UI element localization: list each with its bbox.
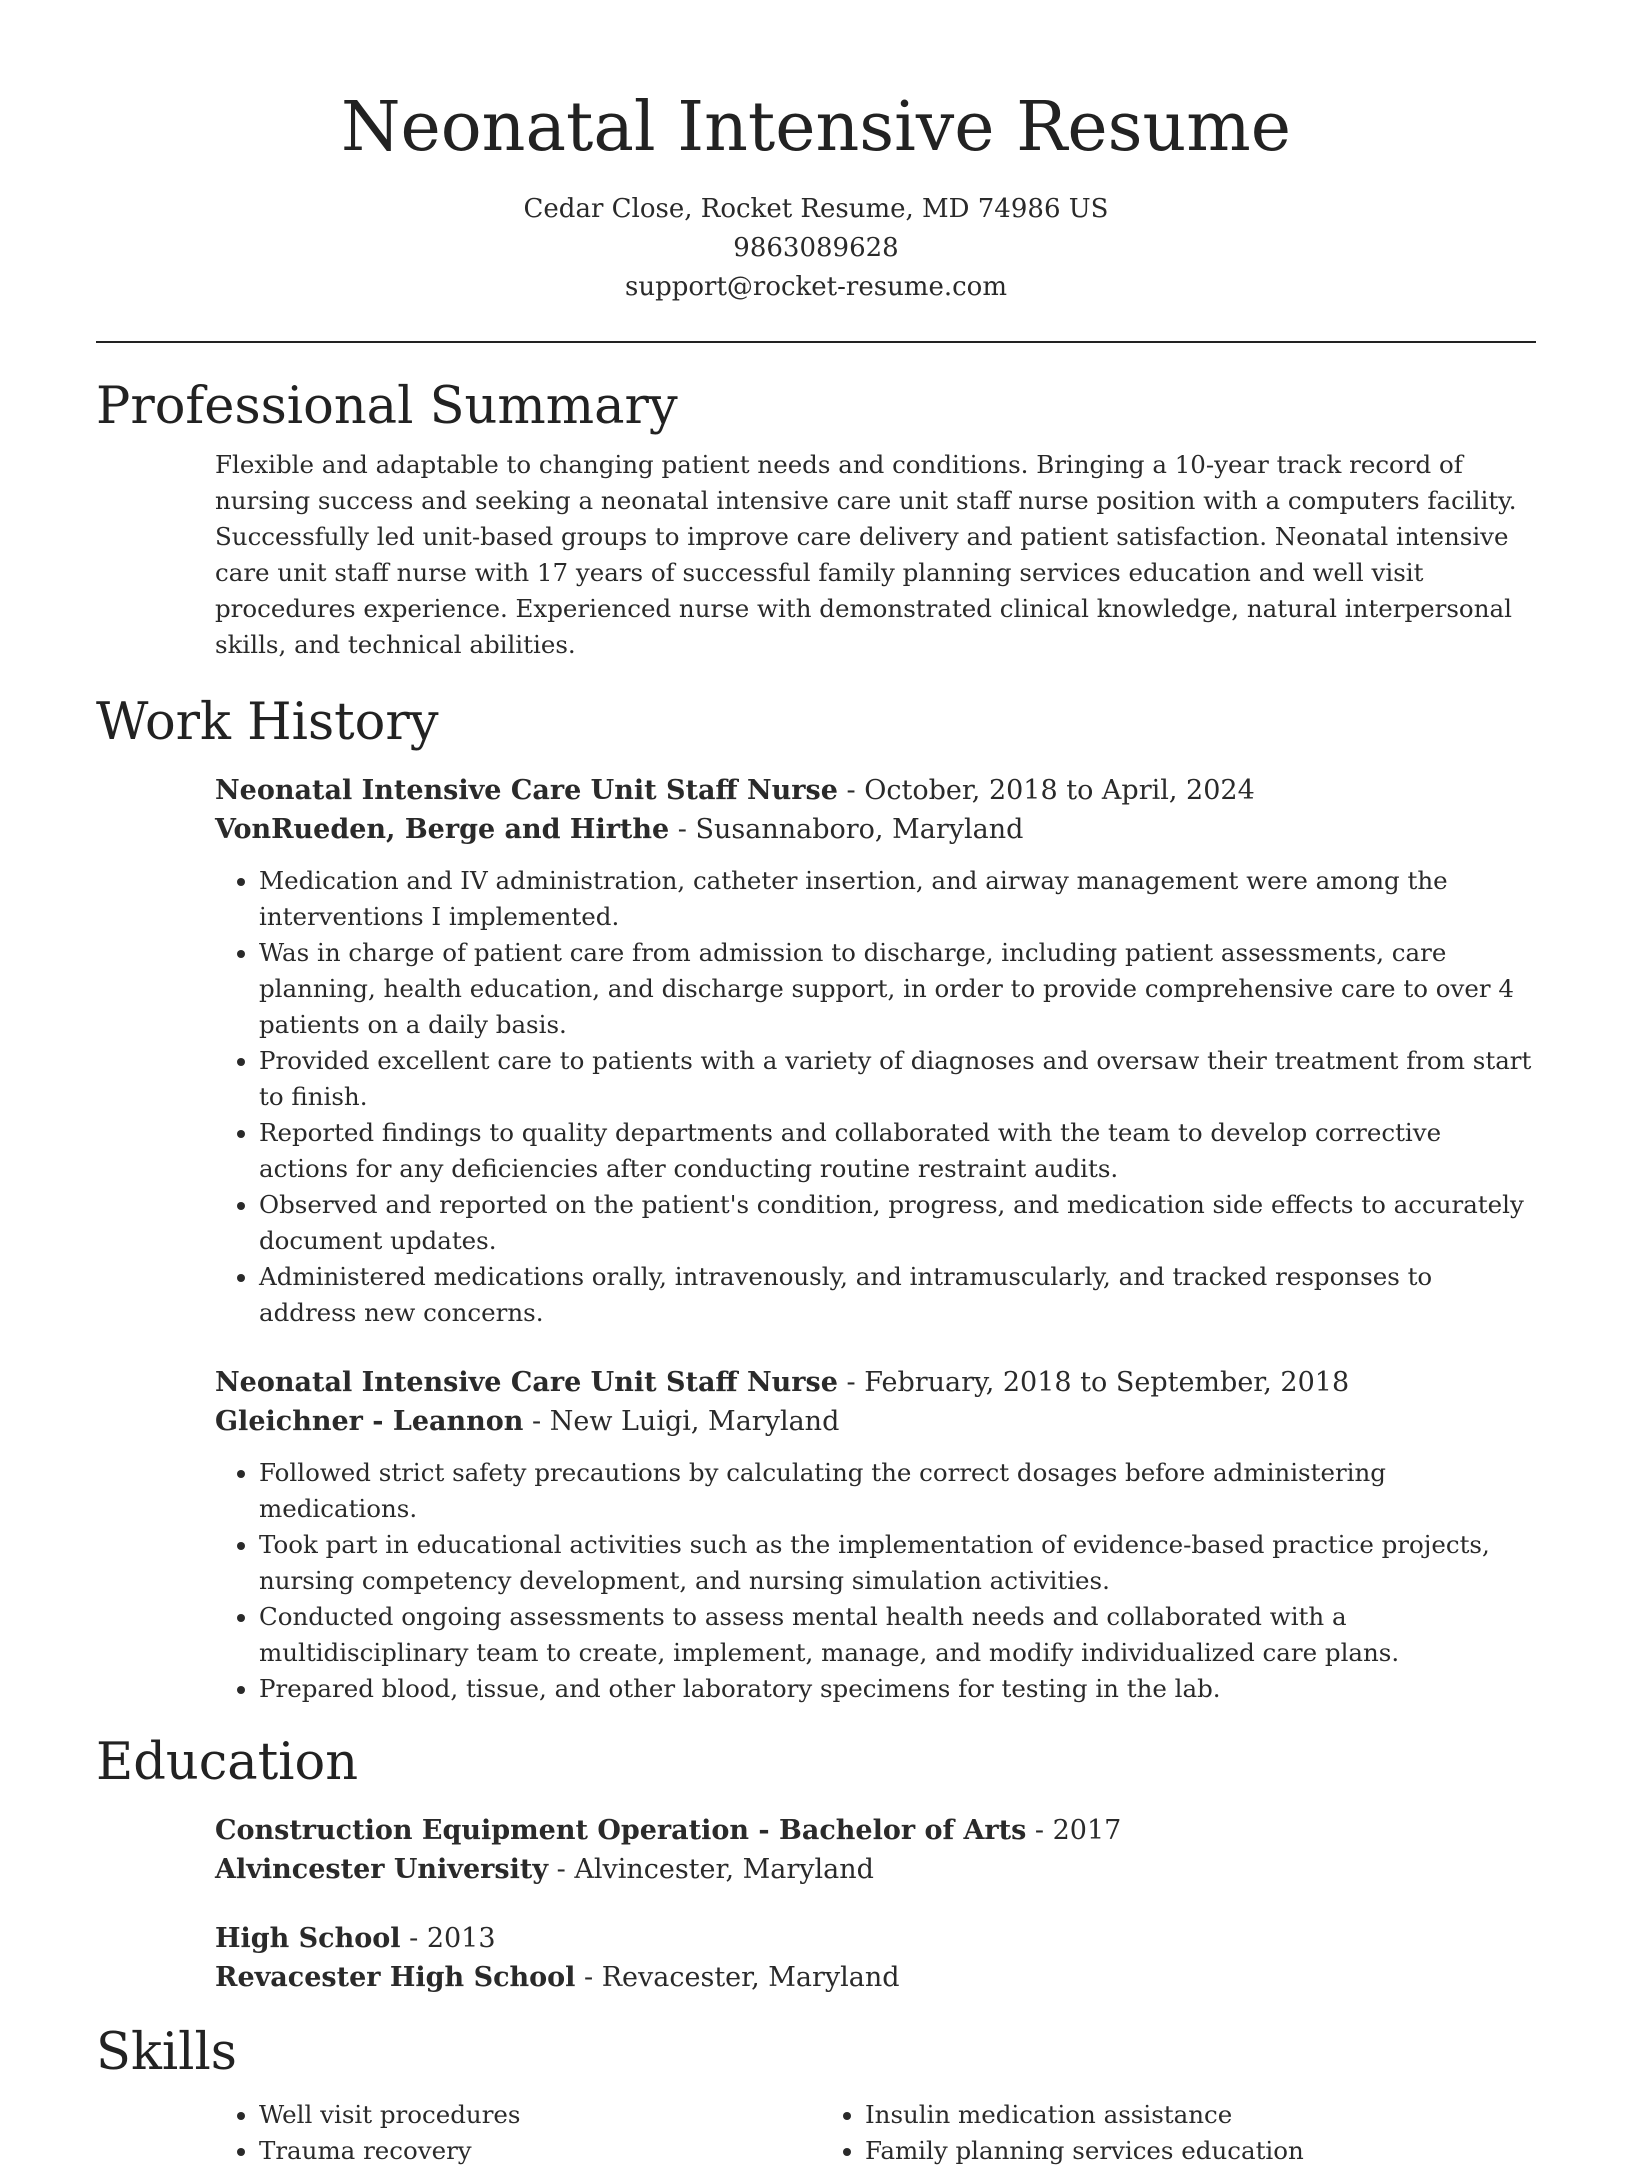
contact-phone: 9863089628 bbox=[733, 233, 899, 263]
skills-list bbox=[215, 2097, 1536, 2169]
resume-title: Neonatal Intensive Resume bbox=[340, 88, 1292, 167]
list-item: • Took part in educational activities such as the implementation of evidence-based practice projects, nursing competency development, and nursing simulation activities. bbox=[259, 1527, 1536, 1599]
job-dates: - February, 2018 to September, 2018 bbox=[837, 1367, 1350, 1398]
list-item: • Medication and IV administration, catheter insertion, and airway management were among the interventions I implemented. bbox=[259, 863, 1536, 935]
work-history-heading: Work History bbox=[96, 693, 439, 752]
skill-item: • Family planning services education bbox=[865, 2133, 1521, 2169]
contact-address: Cedar Close, Rocket Resume, MD 74986 US bbox=[523, 194, 1109, 224]
job-company-line bbox=[215, 810, 1536, 849]
education-entry bbox=[215, 1811, 1536, 1889]
list-item: • Was in charge of patient care from admission to discharge, including patient assessments, care planning, health education, and discharge support, in order to provide comprehensive care to over 4 patients on a daily basis. bbox=[259, 935, 1536, 1043]
resume-page bbox=[96, 0, 1536, 2169]
education-year: - 2017 bbox=[1026, 1815, 1122, 1846]
education-school: Alvincester University bbox=[215, 1854, 549, 1885]
contact-email: support@rocket-resume.com bbox=[624, 272, 1007, 302]
work-history-section bbox=[96, 693, 1536, 1707]
contact-info bbox=[96, 190, 1536, 307]
job-title: Neonatal Intensive Care Unit Staff Nurse bbox=[215, 1367, 838, 1398]
list-item: • Conducted ongoing assessments to assess mental health needs and collaborated with a multidisciplinary team to create, implement, manage, and modify individualized care plans. bbox=[259, 1599, 1536, 1671]
skill-item: • Insulin medication assistance bbox=[865, 2097, 1521, 2133]
education-section bbox=[96, 1733, 1536, 1997]
job-company-line bbox=[215, 1402, 1536, 1441]
list-item: • Provided excellent care to patients with a variety of diagnoses and oversaw their treatment from start to finish. bbox=[259, 1043, 1536, 1115]
education-school-line bbox=[215, 1850, 1536, 1889]
list-item: • Followed strict safety precautions by calculating the correct dosages before administering medications. bbox=[259, 1455, 1536, 1527]
list-item: • Prepared blood, tissue, and other laboratory specimens for testing in the lab. bbox=[259, 1671, 1536, 1707]
summary-section bbox=[96, 377, 1536, 663]
education-year: - 2013 bbox=[400, 1923, 496, 1954]
job-location: - Susannaboro, Maryland bbox=[669, 814, 1024, 845]
job-bullets bbox=[215, 863, 1536, 1331]
job-dates: - October, 2018 to April, 2024 bbox=[837, 775, 1255, 806]
job-company: VonRueden, Berge and Hirthe bbox=[215, 814, 670, 845]
header-divider bbox=[96, 341, 1536, 343]
summary-text: Flexible and adaptable to changing patient needs and conditions. Bringing a 10-year track record of nursing success and seeking a neonatal intensive care unit staff nurse position with a computers facility. Successfully led unit-based groups to improve care delivery and patient satisfaction. Neonatal intensive care unit staff nurse with 17 years of successful family planning services education and well visit procedures experience. Experienced nurse with demonstrated clinical knowledge, natural interpersonal skills, and technical abilities. bbox=[215, 450, 1517, 659]
skills-column-left bbox=[215, 2097, 821, 2169]
education-degree: High School bbox=[215, 1923, 401, 1954]
job-company: Gleichner - Leannon bbox=[215, 1406, 524, 1437]
summary-heading: Professional Summary bbox=[96, 377, 678, 436]
skill-item: • Well visit procedures bbox=[259, 2097, 821, 2133]
skills-column-right bbox=[821, 2097, 1521, 2169]
education-location: - Revacester, Maryland bbox=[575, 1962, 900, 1993]
job-entry bbox=[215, 1363, 1536, 1707]
job-location: - New Luigi, Maryland bbox=[523, 1406, 840, 1437]
list-item: • Reported findings to quality departments and collaborated with the team to develop corrective actions for any deficiencies after conducting routine restraint audits. bbox=[259, 1115, 1536, 1187]
education-degree-line bbox=[215, 1811, 1536, 1850]
list-item: • Administered medications orally, intravenously, and intramuscularly, and tracked responses to address new concerns. bbox=[259, 1259, 1536, 1331]
skills-heading: Skills bbox=[96, 2023, 237, 2082]
education-heading: Education bbox=[96, 1733, 359, 1792]
education-degree-line bbox=[215, 1919, 1536, 1958]
education-location: - Alvincester, Maryland bbox=[548, 1854, 874, 1885]
education-degree: Construction Equipment Operation - Bachelor of Arts bbox=[215, 1815, 1027, 1846]
education-school: Revacester High School bbox=[215, 1962, 576, 1993]
education-entry bbox=[215, 1919, 1536, 1997]
job-title-line bbox=[215, 1363, 1536, 1402]
list-item: • Observed and reported on the patient's condition, progress, and medication side effects to accurately document updates. bbox=[259, 1187, 1536, 1259]
education-school-line bbox=[215, 1958, 1536, 1997]
job-entry bbox=[215, 771, 1536, 1331]
skills-section bbox=[96, 2023, 1536, 2169]
job-title-line bbox=[215, 771, 1536, 810]
job-bullets bbox=[215, 1455, 1536, 1707]
skill-item: • Trauma recovery bbox=[259, 2133, 821, 2169]
job-title: Neonatal Intensive Care Unit Staff Nurse bbox=[215, 775, 838, 806]
